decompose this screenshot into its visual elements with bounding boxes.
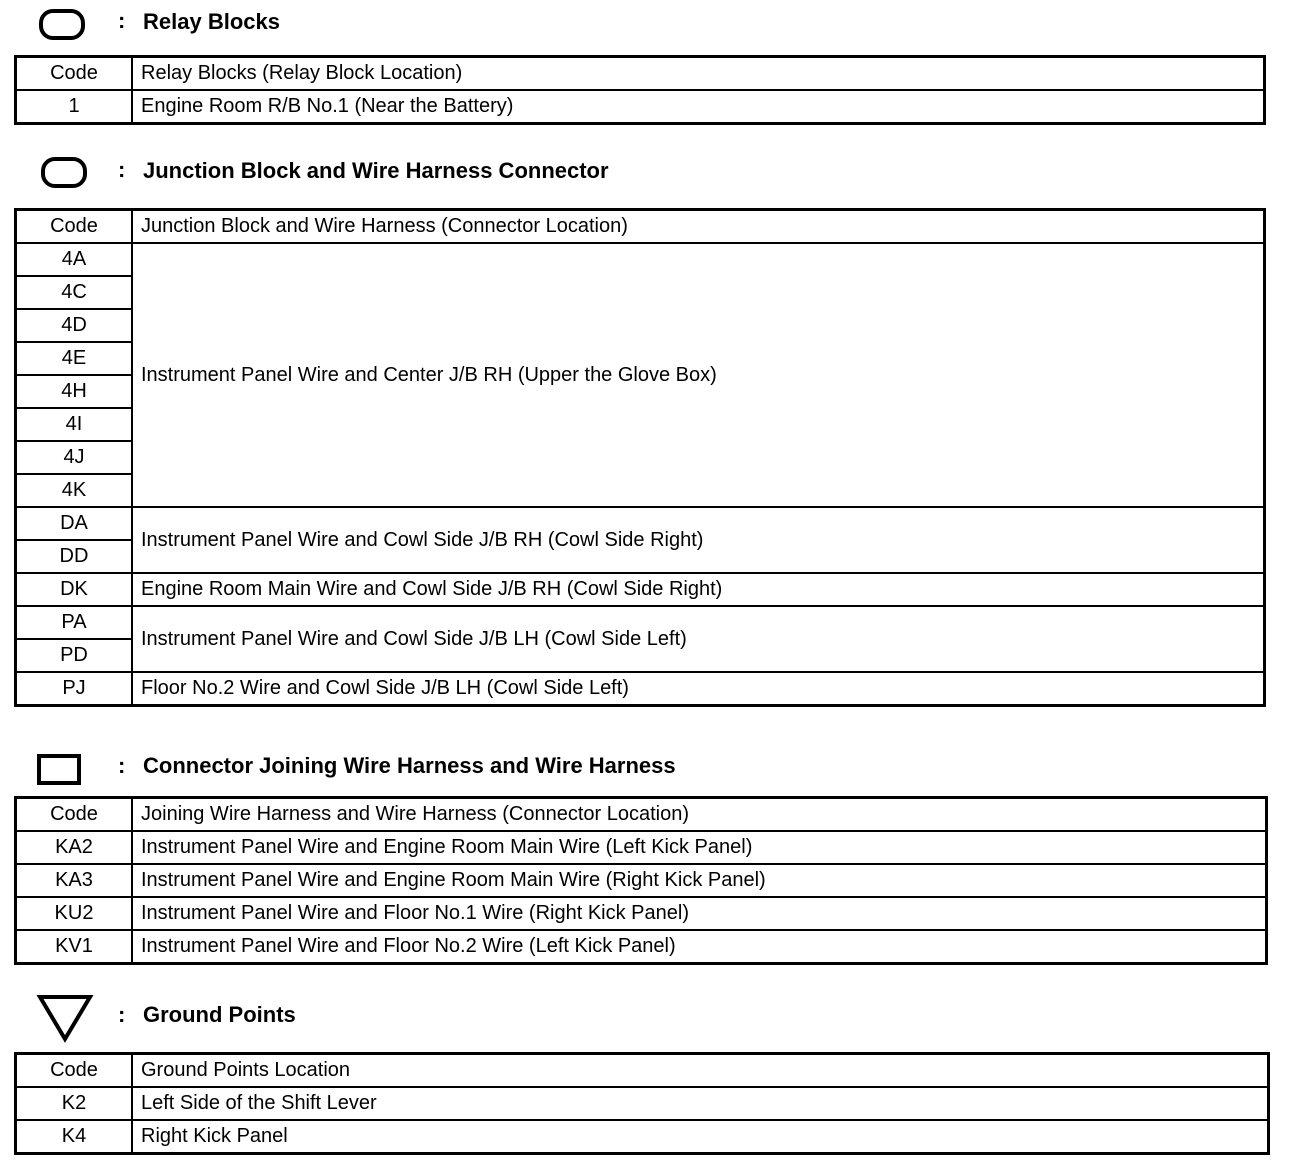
table-row <box>16 897 1267 930</box>
table-row <box>16 507 1265 540</box>
location-cell: Engine Room Main Wire and Cowl Side J/B RH (Cowl Side Right) <box>132 573 1265 606</box>
table-header-row <box>16 1054 1269 1088</box>
table-row <box>16 864 1267 897</box>
code-header: Code <box>16 1054 133 1088</box>
table-row <box>16 1087 1269 1120</box>
code-cell: DA <box>16 507 133 540</box>
relay-blocks-table <box>14 55 1266 125</box>
code-cell: KA3 <box>16 864 133 897</box>
connector-square-symbol-icon <box>36 753 84 787</box>
table-row <box>16 1120 1269 1154</box>
location-cell: Instrument Panel Wire and Center J/B RH (Upper the Glove Box) <box>132 243 1265 507</box>
connector-joining-title: Connector Joining Wire Harness and Wire Harness <box>143 753 676 778</box>
connector-colon: : <box>118 753 126 778</box>
relay-block-symbol-icon <box>38 8 88 42</box>
ground-points-table <box>14 1052 1270 1155</box>
location-cell: Instrument Panel Wire and Floor No.2 Wire (Left Kick Panel) <box>132 930 1267 964</box>
location-header: Junction Block and Wire Harness (Connector Location) <box>132 210 1265 244</box>
table-header-row <box>16 210 1265 244</box>
relay-colon: : <box>118 8 126 33</box>
table-row <box>16 90 1265 124</box>
table-row <box>16 573 1265 606</box>
code-cell: 4E <box>16 342 133 375</box>
code-cell: PJ <box>16 672 133 706</box>
location-cell: Left Side of the Shift Lever <box>132 1087 1269 1120</box>
code-cell: K4 <box>16 1120 133 1154</box>
location-cell: Instrument Panel Wire and Engine Room Main Wire (Right Kick Panel) <box>132 864 1267 897</box>
table-header-row <box>16 798 1267 832</box>
code-cell: KA2 <box>16 831 133 864</box>
code-cell: 4A <box>16 243 133 276</box>
table-header-row <box>16 57 1265 91</box>
code-cell: KU2 <box>16 897 133 930</box>
code-cell: 4I <box>16 408 133 441</box>
location-cell: Instrument Panel Wire and Cowl Side J/B LH (Cowl Side Left) <box>132 606 1265 672</box>
code-header: Code <box>16 210 133 244</box>
junction-block-symbol-icon <box>40 156 90 190</box>
table-row <box>16 243 1265 276</box>
connector-joining-table <box>14 796 1268 965</box>
code-cell: 4C <box>16 276 133 309</box>
location-cell: Instrument Panel Wire and Floor No.1 Wire (Right Kick Panel) <box>132 897 1267 930</box>
code-cell: PA <box>16 606 133 639</box>
location-cell: Right Kick Panel <box>132 1120 1269 1154</box>
location-header: Joining Wire Harness and Wire Harness (Connector Location) <box>132 798 1267 832</box>
code-cell: 4J <box>16 441 133 474</box>
code-cell: DD <box>16 540 133 573</box>
junction-block-title: Junction Block and Wire Harness Connector <box>143 158 609 183</box>
table-row <box>16 672 1265 706</box>
location-header: Relay Blocks (Relay Block Location) <box>132 57 1265 91</box>
relay-blocks-title: Relay Blocks <box>143 9 280 34</box>
code-cell: 4K <box>16 474 133 507</box>
ground-point-triangle-icon <box>36 993 96 1045</box>
ground-colon: : <box>118 1002 126 1027</box>
code-header: Code <box>16 57 133 91</box>
code-cell: KV1 <box>16 930 133 964</box>
code-cell: PD <box>16 639 133 672</box>
table-row <box>16 930 1267 964</box>
junction-colon: : <box>118 157 126 182</box>
code-cell: 4H <box>16 375 133 408</box>
ground-points-title: Ground Points <box>143 1002 296 1027</box>
location-cell: Instrument Panel Wire and Engine Room Main Wire (Left Kick Panel) <box>132 831 1267 864</box>
code-cell: 4D <box>16 309 133 342</box>
location-header: Ground Points Location <box>132 1054 1269 1088</box>
code-cell: 1 <box>16 90 133 124</box>
table-row <box>16 606 1265 639</box>
location-cell: Instrument Panel Wire and Cowl Side J/B RH (Cowl Side Right) <box>132 507 1265 573</box>
location-cell: Engine Room R/B No.1 (Near the Battery) <box>132 90 1265 124</box>
code-header: Code <box>16 798 133 832</box>
table-row <box>16 831 1267 864</box>
code-cell: DK <box>16 573 133 606</box>
junction-block-table <box>14 208 1266 707</box>
location-cell: Floor No.2 Wire and Cowl Side J/B LH (Cowl Side Left) <box>132 672 1265 706</box>
code-cell: K2 <box>16 1087 133 1120</box>
